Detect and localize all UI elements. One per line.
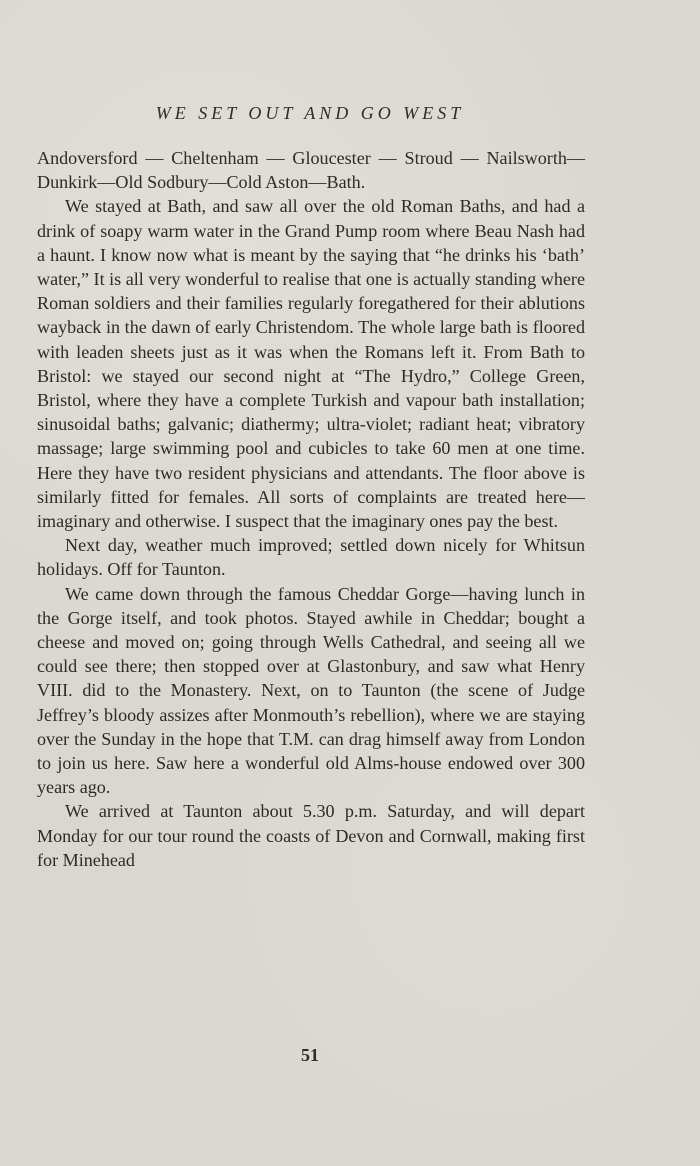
paragraph-taunton: We arrived at Taunton about 5.30 p.m. Saturday, and will depart Monday for our tour round the coasts of Devon and Cornwall, making first for Minehead	[37, 801, 585, 870]
paragraph-bath: We stayed at Bath, and saw all over the old Roman Baths, and had a drink of soapy warm water in the Grand Pump room where Beau Nash had a haunt. I know now what is meant by the saying that “he drinks his ‘bath’ water,” It is all very wonderful to realise that one is actually standing where Roman soldiers and their families regularly foregathered for their ablutions wayback in the dawn of early Christendom. The whole large bath is floored with leaden sheets just as it was when the Romans left it. From Bath to Bristol: we stayed our second night at “The Hydro,” College Green, Bristol, where they have a complete Turkish and vapour bath installation; sinusoidal baths; galvanic; diathermy; ultra-violet; radiant heat; vibratory massage; large swimming pool and cubicles to take 60 men at one time. Here they have two resident physicians and attendants. The floor above is similarly fitted for females. All sorts of complaints are treated here—imaginary and otherwise. I suspect that the imaginary ones pay the best.	[37, 196, 585, 532]
page-text	[37, 146, 585, 872]
paragraph-cheddar: We came down through the famous Cheddar Gorge—having lunch in the Gorge itself, and took photos. Stayed awhile in Cheddar; bought a cheese and moved on; going through Wells Cathedral, and seeing all we could see there; then stopped over at Glastonbury, and saw what Henry VIII. did to the Monastery. Next, on to Taunton (the scene of Judge Jeffrey’s bloody assizes after Monmouth’s rebellion), where we are staying over the Sunday in the hope that T.M. can drag himself away from London to join us here. Saw here a wonderful old Alms-house endowed over 300 years ago.	[37, 583, 585, 798]
page-number: 51	[301, 1045, 319, 1065]
paragraph-next-day: Next day, weather much improved; settled down nicely for Whitsun holidays. Off for Taunton.	[37, 535, 585, 580]
running-head: WE SET OUT AND GO WEST	[155, 103, 465, 123]
paragraph-route: Andoversford — Cheltenham — Gloucester — Stroud — Nailsworth—Dunkirk—Old Sodbury—Cold Aston—Bath.	[37, 148, 585, 193]
